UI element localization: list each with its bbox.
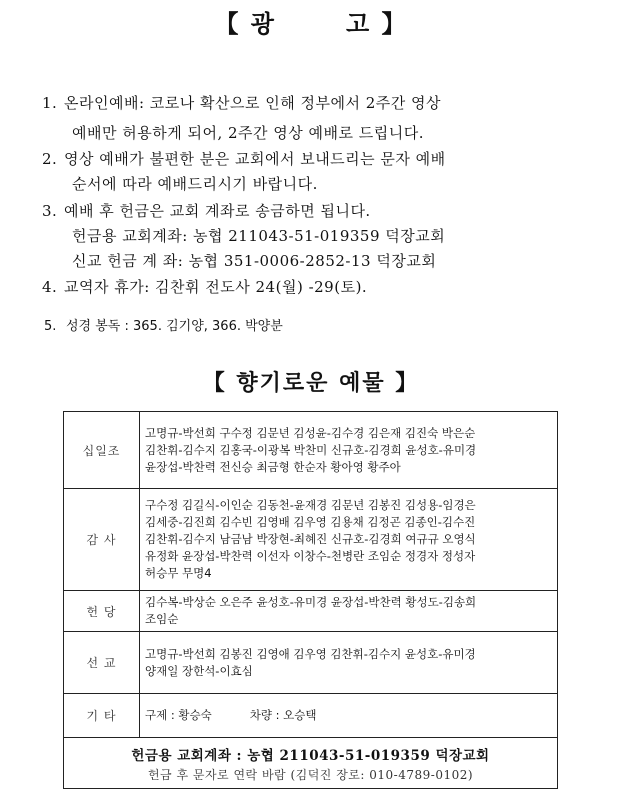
offering-row-thanks [64, 489, 558, 591]
names-line: 조임순 [145, 612, 179, 626]
notice-text: 교역자 휴가: 김찬휘 전도사 24(월) -29(토). [64, 278, 368, 296]
offering-names [140, 632, 558, 694]
offering-names [140, 489, 558, 591]
notice-text: 영상 예배가 불편한 분은 교회에서 보내드리는 문자 예배 [64, 150, 446, 168]
announcement-title-right: 고 】 [346, 10, 408, 38]
announcement-title [0, 4, 622, 39]
relief-entry: 구제 : 황승숙 [145, 708, 212, 722]
notice-text: 온라인예배: 코로나 확산으로 인해 정부에서 2주간 영상 [64, 94, 441, 112]
names-line: 김찬휘-김수지 김홍국-이광복 박찬미 신규호-김경희 윤성호-유미경 [145, 442, 477, 457]
offering-row-building [64, 591, 558, 632]
offering-row-tithe [64, 412, 558, 489]
footer-contact: 헌금 후 문자로 연락 바람 (김덕진 장로: 010-4789-0102) [147, 768, 474, 782]
notice-text: 성경 봉독 : 365. 김기양, 366. 박양분 [66, 319, 283, 334]
offering-row-etc [64, 694, 558, 738]
offering-footer [64, 738, 558, 789]
footer-account: 헌금용 교회계좌 : 농협 211043-51-019359 덕장교회 [131, 748, 490, 764]
offerings-table [63, 411, 558, 789]
offering-names [140, 694, 558, 738]
names-line: 유정화 윤장섭-박찬력 이선자 이창수-천병란 조임순 정경자 정성자 [145, 549, 476, 563]
vehicle-entry: 차량 : 오승택 [249, 708, 317, 722]
notice-item-1-cont: 예배만 허용하게 되어, 2주간 영상 예배로 드립니다. [72, 124, 424, 142]
offering-category: 십일조 [64, 412, 140, 489]
mission-account-line: 신교 헌금 계 좌: 농협 351-0006-2852-13 덕장교회 [72, 252, 437, 270]
notice-item-2 [42, 148, 446, 169]
names-line: 김수복-박상순 오은주 윤성호-유미경 윤장섭-박찬력 황성도-김송희 [145, 595, 477, 609]
offering-names [140, 412, 558, 489]
offerings-title: 【 향기로운 예물 】 [202, 371, 420, 396]
names-line: 윤장섭-박찬력 전신승 최금형 한순자 황아영 황주아 [145, 459, 401, 474]
announcement-title-left: 【 광 [214, 10, 276, 38]
notice-number: 2. [42, 150, 58, 168]
notice-item-5 [44, 315, 283, 334]
notice-item-3 [42, 200, 371, 221]
names-line: 양재일 장한석-이효심 [145, 663, 253, 678]
offering-footer-row [64, 738, 558, 789]
church-account-line: 헌금용 교회계좌: 농협 211043-51-019359 덕장교회 [72, 227, 446, 245]
offering-category: 선 교 [64, 632, 140, 694]
names-line: 고명규-박선희 김봉진 김영애 김우영 김찬휘-김수지 윤성호-유미경 [145, 646, 476, 661]
notice-text: 예배 후 헌금은 교회 계좌로 송금하면 됩니다. [64, 202, 371, 220]
notice-number: 5. [44, 319, 57, 334]
notice-item-4 [42, 276, 367, 297]
names-line: 구수정 김길식-이인순 김동천-윤재경 김문년 김봉진 김성용-임경은 [145, 498, 476, 512]
names-line: 김찬휘-김수지 남금남 박장현-최혜진 신규호-김경희 여규규 오영식 [145, 532, 476, 546]
offering-category: 헌 당 [64, 591, 140, 632]
notice-number: 1. [42, 94, 58, 112]
offering-category: 기 타 [64, 694, 140, 738]
offering-names [140, 591, 558, 632]
offering-category: 감 사 [64, 489, 140, 591]
notice-item-1 [42, 92, 441, 113]
notice-number: 3. [42, 202, 58, 220]
offering-row-mission [64, 632, 558, 694]
names-line: 허승무 무명4 [145, 566, 212, 580]
notice-item-2-cont: 순서에 따라 예배드리시기 바랍니다. [72, 175, 318, 193]
notice-number: 4. [42, 278, 58, 296]
names-line: 김세중-김진희 김수빈 김영배 김우영 김용채 김정곤 김종인-김수진 [145, 515, 476, 529]
names-line: 고명규-박선희 구수정 김문년 김성윤-김수경 김은재 김진숙 박은순 [145, 425, 476, 440]
